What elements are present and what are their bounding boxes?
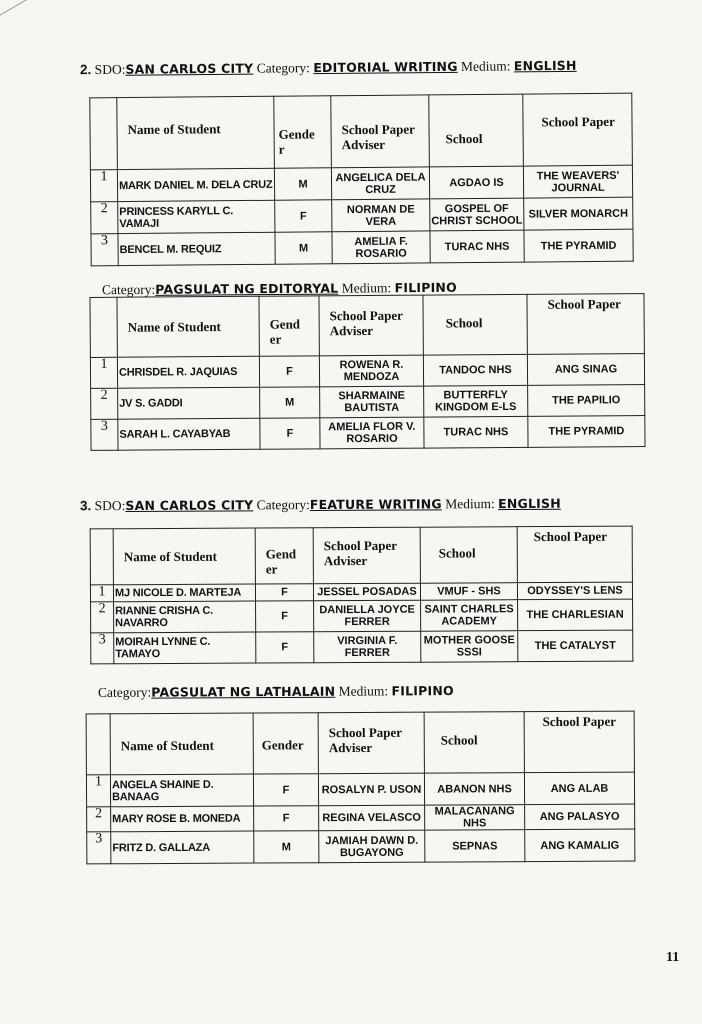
page-number: 11 (666, 950, 680, 965)
col-gender-header: Gende r (274, 96, 332, 168)
medium-value: ENGLISH (498, 495, 561, 512)
table-pagsulat-ng-editoryal (89, 293, 645, 451)
school: SEPNAS (425, 830, 525, 863)
col-student-header: Name of Student (113, 528, 255, 585)
gender: F (260, 418, 320, 449)
col-gender-header: Gend er (259, 296, 319, 356)
student-name: FRITZ D. GALLAZA (111, 831, 254, 864)
student-name: PRINCESS KARYLL C. VAMAJI (118, 200, 275, 233)
category-value: FEATURE WRITING (309, 496, 442, 513)
gender: M (274, 168, 331, 200)
school: MOTHER GOOSE SSSI (421, 631, 518, 663)
adviser: REGINA VELASCO (319, 805, 425, 831)
table-row (90, 165, 632, 202)
medium-value: ENGLISH (513, 57, 577, 74)
school: ABANON NHS (424, 773, 524, 806)
col-paper-header: School Paper (517, 526, 632, 583)
col-student-header: Name of Student (117, 96, 275, 169)
adviser: ROWENA R. MENDOZA (319, 355, 423, 387)
table-row (91, 197, 633, 234)
school-paper: THE PAPILIO (528, 385, 645, 417)
col-paper-header: School Paper (523, 93, 633, 166)
row-number: 2 (91, 202, 118, 234)
row-number: 1 (90, 170, 117, 202)
school: SAINT CHARLES ACADEMY (421, 600, 518, 632)
table-row (87, 829, 635, 864)
row-number: 1 (90, 357, 117, 388)
adviser: JAMIAH DAWN D. BUGAYONG (319, 830, 425, 863)
adviser: AMELIA F. ROSARIO (332, 231, 430, 264)
gender: M (254, 831, 319, 863)
adviser: VIRGINIA F. FERRER (314, 631, 421, 663)
table-row (87, 804, 635, 832)
sdo-label: SDO: (94, 61, 126, 78)
gender: F (254, 806, 319, 831)
school-paper: THE CHARLESIAN (518, 599, 633, 631)
col-paper-header: School Paper (524, 711, 634, 773)
category-label: Category: (256, 497, 310, 513)
school: GOSPEL OF CHRIST SCHOOL (430, 198, 524, 231)
col-paper-header: School Paper (527, 294, 644, 355)
school-paper: ODYSSEY'S LENS (517, 582, 632, 600)
scan-mark (0, 0, 59, 19)
school-paper: SILVER MONARCH (524, 197, 633, 230)
gender: F (256, 601, 314, 632)
school-paper: ANG KAMALIG (525, 829, 635, 862)
col-school-header: School (420, 527, 517, 584)
table-feature-writing (90, 526, 634, 665)
col-school-header: School (423, 294, 527, 355)
school: TURAC NHS (424, 416, 528, 448)
section-number: 2. (79, 62, 92, 78)
col-school-header: School (429, 94, 524, 167)
section-number: 3. (79, 498, 92, 514)
school: TANDOC NHS (423, 354, 527, 386)
medium-label: Medium: (341, 280, 392, 296)
row-number: 3 (91, 419, 118, 450)
table-row (91, 229, 633, 266)
adviser: JESSEL POSADAS (313, 583, 420, 601)
school: VMUF - SHS (420, 583, 517, 601)
category-value: PAGSULAT NG EDITORYAL (155, 280, 339, 297)
table-pagsulat-ng-lathalain (86, 711, 636, 865)
row-number: 3 (91, 633, 114, 664)
col-gender-header: Gender (253, 713, 318, 774)
student-name: MOIRAH LYNNE C. TAMAYO (114, 632, 256, 664)
table-row (91, 385, 645, 420)
school: TURAC NHS (430, 230, 524, 263)
table-row (91, 630, 633, 664)
medium-value: FILIPINO (394, 279, 457, 296)
gender: F (275, 200, 332, 232)
col-school-header: School (424, 712, 524, 774)
school-paper: ANG PALASYO (525, 804, 635, 830)
school-paper: THE CATALYST (518, 630, 633, 662)
medium-label: Medium: (460, 58, 511, 74)
lathalain-heading (98, 683, 454, 701)
col-student-header: Name of Student (117, 296, 259, 357)
gender: F (255, 584, 313, 601)
row-number: 3 (87, 832, 111, 864)
col-number-header (90, 98, 118, 170)
sdo-label: SDO: (94, 498, 126, 514)
school-paper: ANG SINAG (527, 354, 644, 386)
sdo-value: SAN CARLOS CITY (125, 60, 254, 77)
student-name: MARY ROSE B. MONEDA (111, 806, 254, 832)
section-2-heading (80, 58, 577, 78)
medium-label: Medium: (338, 683, 389, 699)
col-number-header (86, 714, 110, 775)
col-adviser-header: School Paper Adviser (331, 95, 430, 168)
school: AGDAO IS (429, 166, 523, 199)
adviser: SHARMAINE BAUTISTA (320, 386, 424, 418)
category-value: PAGSULAT NG LATHALAIN (151, 683, 336, 700)
category-label: Category: (256, 60, 310, 76)
row-number: 2 (87, 807, 111, 832)
table-editorial-writing (89, 93, 633, 267)
category-value: EDITORIAL WRITING (313, 58, 458, 76)
school-paper: THE PYRAMID (524, 229, 633, 262)
col-adviser-header: School Paper Adviser (313, 527, 420, 584)
col-number-header (90, 297, 117, 357)
student-name: JV S. GADDI (118, 387, 260, 419)
row-number: 1 (90, 585, 113, 602)
adviser: DANIELLA JOYCE FERRER (314, 600, 421, 632)
school: BUTTERFLY KINGDOM E-LS (424, 385, 528, 417)
student-name: RIANNE CRISHA C. NAVARRO (114, 601, 256, 633)
student-name: MJ NICOLE D. MARTEJA (113, 584, 255, 602)
category-label: Category: (97, 684, 152, 700)
medium-value: FILIPINO (391, 683, 454, 699)
table-row (90, 354, 644, 389)
gender: M (260, 387, 320, 418)
student-name: ANGELA SHAINE D. BANAAG (110, 774, 253, 807)
row-number: 2 (91, 602, 114, 633)
adviser: NORMAN DE VERA (332, 199, 430, 232)
gender: M (275, 232, 332, 264)
table-row (91, 599, 633, 633)
school-paper: THE WEAVERS' JOURNAL (523, 165, 632, 198)
adviser: ANGELICA DELA CRUZ (331, 167, 429, 200)
school-paper: ANG ALAB (524, 772, 634, 805)
student-name: BENCEL M. REQUIZ (118, 232, 275, 265)
gender: F (259, 356, 319, 387)
medium-label: Medium: (445, 496, 495, 512)
row-number: 2 (91, 388, 118, 419)
col-student-header: Name of Student (110, 713, 253, 775)
student-name: MARK DANIEL M. DELA CRUZ (117, 168, 274, 201)
row-number: 1 (86, 775, 110, 807)
category-label: Category: (101, 281, 156, 298)
adviser: AMELIA FLOR V. ROSARIO (320, 417, 424, 449)
gender: F (256, 632, 314, 663)
section-3-heading (80, 496, 561, 515)
student-name: SARAH L. CAYABYAB (118, 418, 260, 450)
adviser: ROSALYN P. USON (318, 773, 424, 806)
school-paper: THE PYRAMID (528, 416, 645, 448)
school: MALACANANG NHS (425, 805, 525, 831)
student-name: CHRISDEL R. JAQUIAS (117, 356, 259, 388)
row-number: 3 (91, 234, 118, 266)
col-adviser-header: School Paper Adviser (319, 295, 423, 356)
table-row (86, 772, 634, 807)
gender: F (253, 774, 318, 806)
col-adviser-header: School Paper Adviser (318, 712, 424, 774)
col-number-header (90, 529, 113, 585)
table-row (91, 416, 645, 451)
sdo-value: SAN CARLOS CITY (125, 497, 254, 514)
col-gender-header: Gend er (255, 528, 313, 584)
